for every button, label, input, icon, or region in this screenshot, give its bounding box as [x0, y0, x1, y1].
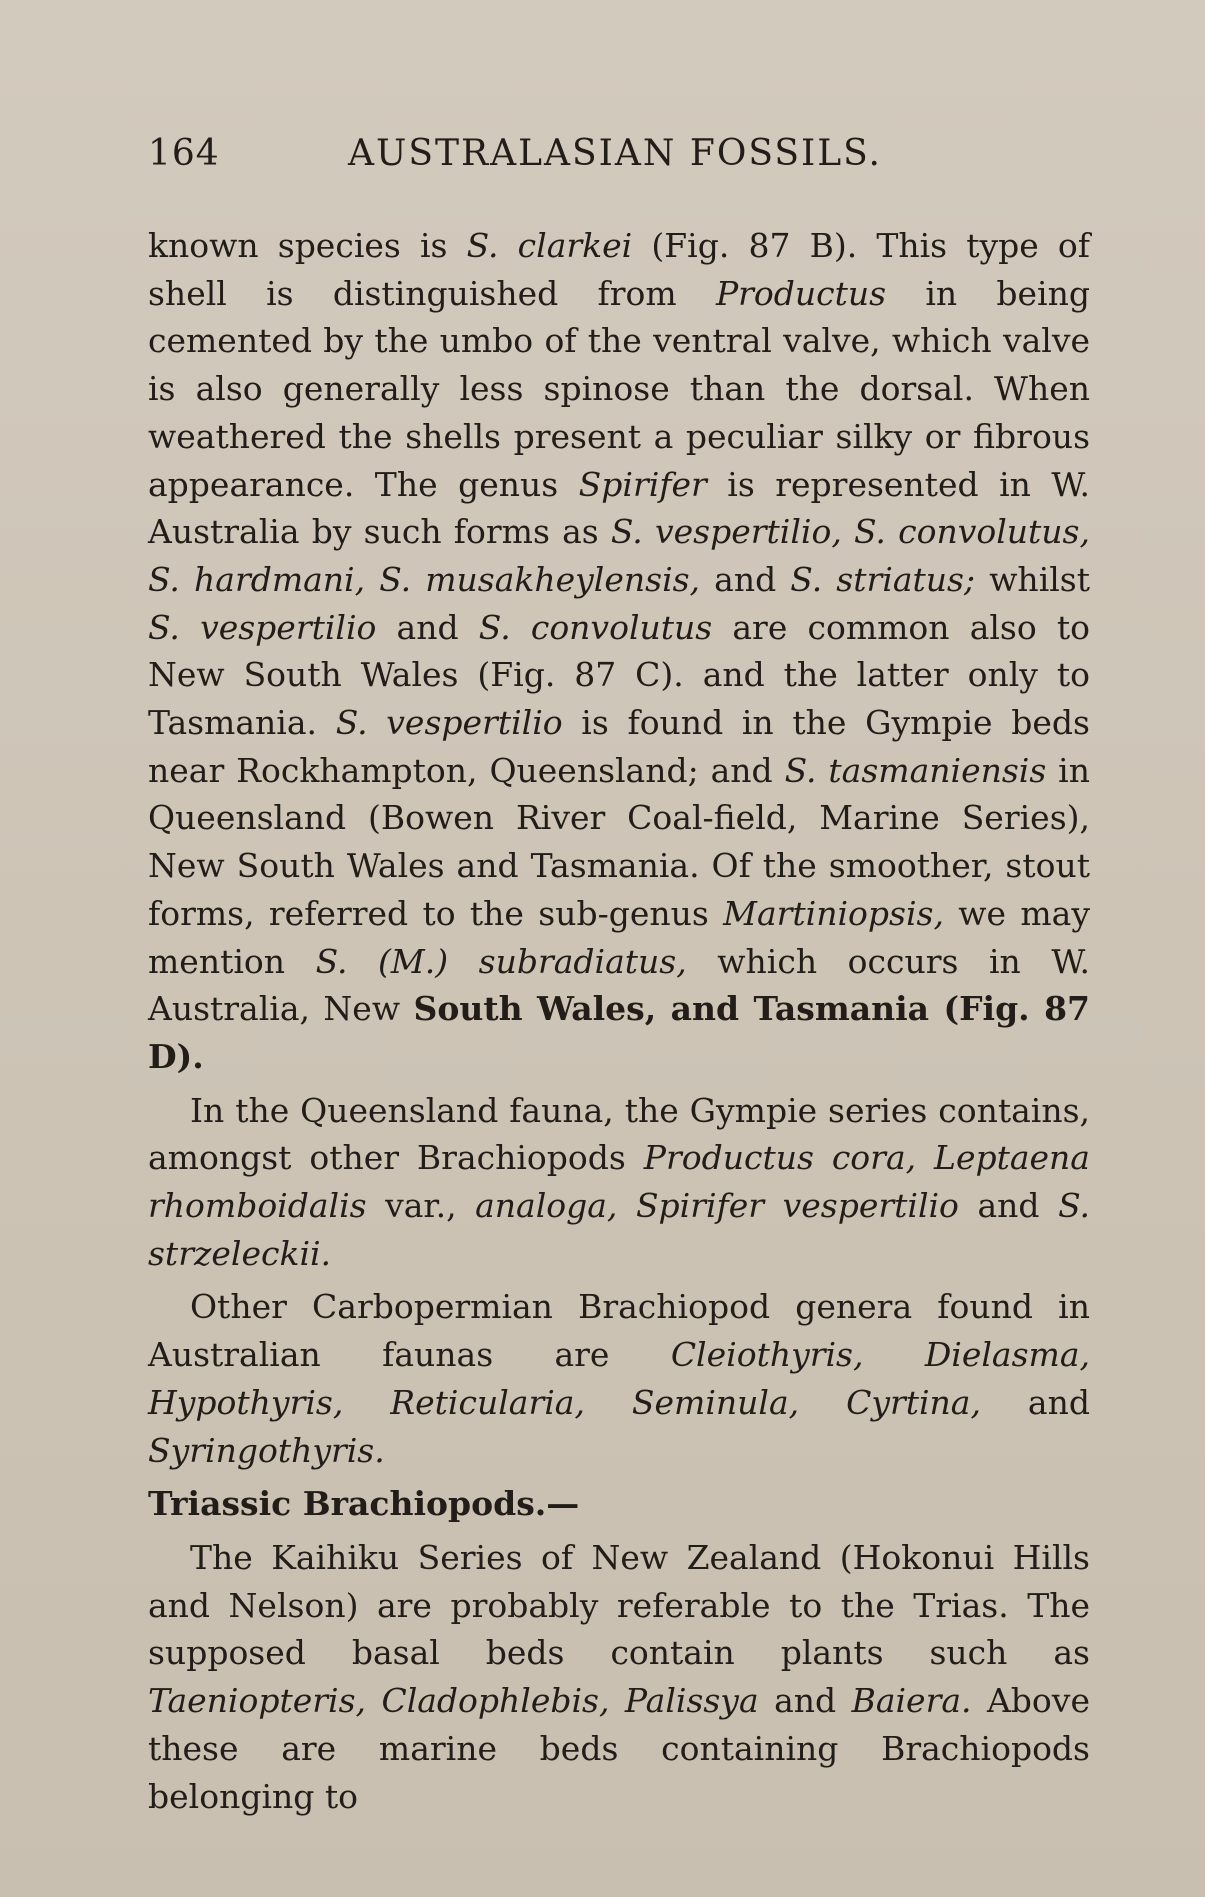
- text-run-bold: South Wales, and Tasmania (Fig. 87 D).: [148, 989, 1090, 1076]
- genus-name: Productus: [715, 273, 887, 313]
- page-number: 164: [148, 133, 220, 174]
- paragraph-spirifer: [148, 222, 1090, 1081]
- text-run: in Queensland (Bowen River Coal-field, Marine Series), New South Wales and Tasmania. Of the smoother, stout forms, referred to the sub-genus: [148, 750, 1090, 933]
- species-name: S. tasmaniensis: [784, 750, 1047, 790]
- text-run: and: [700, 559, 791, 599]
- subgenus-name: Martiniopsis,: [723, 893, 944, 933]
- text-run: is found in the Gympie beds near Rockhampton, Queensland; and: [148, 703, 1090, 790]
- species-name: S. convolutus: [478, 607, 713, 647]
- text-run: known species is: [148, 226, 467, 265]
- genus-name: Baiera.: [851, 1681, 972, 1721]
- text-run: which occurs in W. Australia, New: [148, 941, 1090, 1029]
- text-run: Above these are marine beds containing Brachiopods belonging to: [148, 1681, 1090, 1816]
- species-name: S. striatus;: [790, 559, 976, 599]
- text-run: and: [958, 1186, 1059, 1226]
- text-run: are common also to New South Wales (Fig. 87 C). and the latter only to Tasmania.: [148, 607, 1091, 743]
- species-name: S. vespertilio: [148, 607, 377, 647]
- genus-name: Syringothyris.: [148, 1430, 385, 1470]
- section-heading: Triassic Brachiopods.—: [148, 1484, 580, 1524]
- species-list: Productus cora, Leptaena rhomboidalis: [148, 1138, 1090, 1226]
- paragraph-kaihiku: [148, 1534, 1090, 1820]
- text-run: in being cemented by the umbo of the ventral valve, which valve is also generally less spinose than the dorsal. When weathered the shells present a peculiar silky or fibrous appearance. The genus: [148, 273, 1090, 504]
- text-run: whilst: [975, 559, 1090, 599]
- genus-list: Cleiothyris, Dielasma, Hypothyris, Reticularia, Seminula, Cyrtina,: [148, 1335, 1090, 1422]
- text-run: is represented in W. Australia by such forms as: [148, 464, 1090, 552]
- running-header: [148, 133, 1078, 183]
- genus-list: Taeniopteris, Cladophlebis, Palissya: [148, 1681, 759, 1721]
- text-run: var.,: [366, 1186, 476, 1226]
- genus-name: Spirifer: [578, 464, 707, 504]
- text-run: and: [758, 1681, 852, 1721]
- species-name: S. (M.) subradiatus,: [315, 941, 687, 981]
- body-text: [148, 222, 1090, 1820]
- species-name: S. vespertilio: [335, 703, 563, 743]
- text-run: (Fig. 87 B). This type of shell is distinguished from: [148, 226, 1090, 313]
- species-list: analoga, Spirifer vespertilio: [475, 1186, 959, 1226]
- text-run: In the Queensland fauna, the Gympie series contains, amongst other Brachiopods: [148, 1090, 1090, 1178]
- species-list: S. vespertilio, S. convolutus, S. hardmani, S. musakheylensis,: [148, 512, 1090, 599]
- paragraph-queensland: [148, 1087, 1090, 1278]
- text-run: and: [376, 607, 479, 647]
- paragraph-carbopermian: [148, 1283, 1090, 1474]
- species-name: S. clarkei: [466, 226, 633, 265]
- running-title: AUSTRALASIAN FOSSILS.: [348, 133, 882, 174]
- text-run: The Kaihiku Series of New Zealand (Hokonui Hills and Nelson) are probably referable to the Trias. The supposed basal beds contain plants such as: [148, 1537, 1090, 1673]
- text-run: we may mention: [148, 893, 1090, 981]
- text-run: Other Carbopermian Brachiopod genera found in Australian faunas are: [148, 1287, 1090, 1375]
- species-name: S. strzeleckii.: [148, 1186, 1090, 1273]
- text-run: and: [980, 1382, 1090, 1422]
